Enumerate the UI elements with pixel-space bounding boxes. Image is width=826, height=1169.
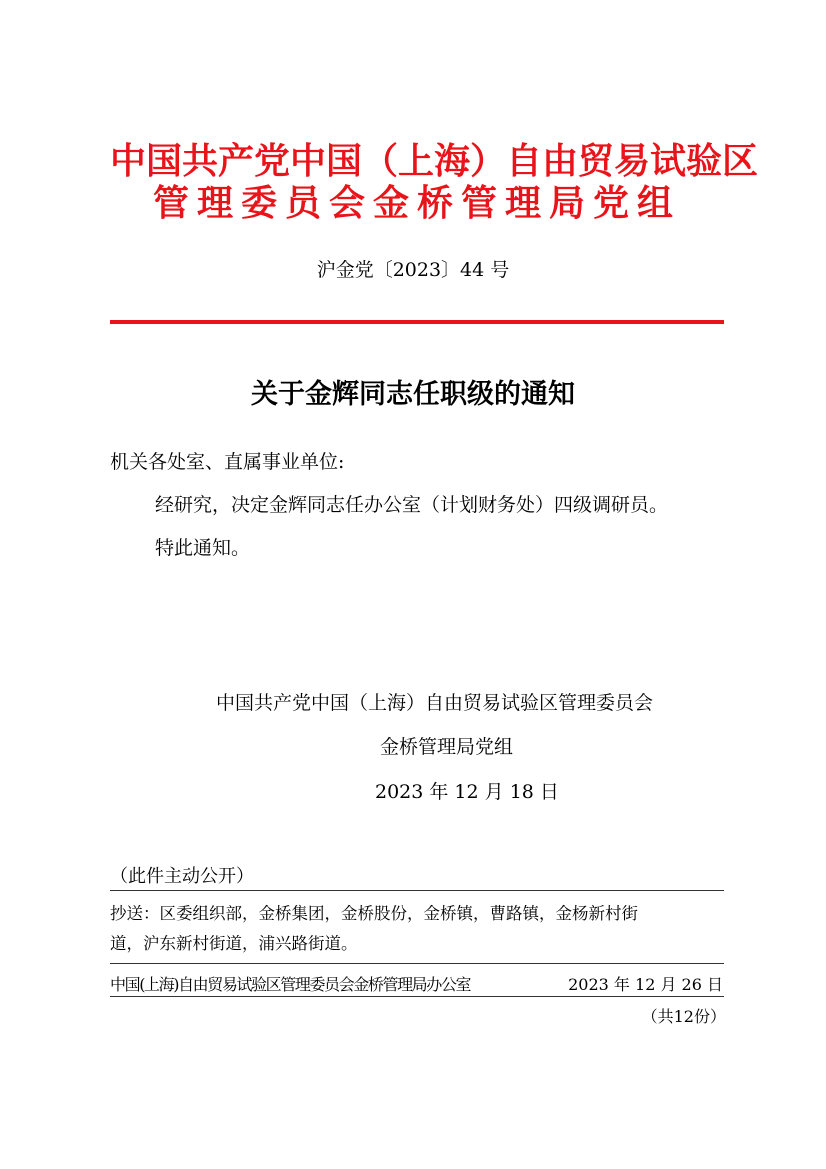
footer-rule-bottom: [110, 996, 724, 997]
footer-rule-top: [110, 890, 724, 891]
cc-list-line-1: 抄送：区委组织部，金桥集团，金桥股份，金桥镇，曹路镇，金杨新村街: [110, 904, 638, 923]
document-title: 关于金辉同志任职级的通知: [251, 379, 575, 410]
footer-rule-middle: [110, 963, 724, 964]
red-divider: [110, 320, 724, 324]
cc-list-line-2: 道，沪东新村街道，浦兴路街道。: [110, 934, 358, 953]
red-header-line-2: 管理委员会金桥管理局党组: [152, 183, 681, 224]
issuing-office: 中国(上海)自由贸易试验区管理委员会金桥管理局办公室: [110, 975, 471, 994]
body-paragraph: 特此通知。: [155, 537, 251, 559]
document-number: 沪金党〔2023〕44 号: [316, 259, 510, 281]
copies-count: （共12份）: [641, 1007, 726, 1026]
red-header-line-1: 中国共产党中国（上海）自由贸易试验区: [110, 141, 759, 182]
signature-date: 2023 年 12 月 18 日: [375, 781, 559, 803]
issuing-date: 2023 年 12 月 26 日: [568, 975, 723, 994]
body-paragraph: 经研究，决定金辉同志任办公室（计划财务处）四级调研员。: [155, 494, 669, 516]
addressee: 机关各处室、直属事业单位:: [110, 451, 345, 473]
signature-organization: 中国共产党中国（上海）自由贸易试验区管理委员会: [216, 692, 654, 714]
signature-unit: 金桥管理局党组: [380, 736, 514, 758]
disclosure-note: （此件主动公开）: [110, 866, 254, 887]
